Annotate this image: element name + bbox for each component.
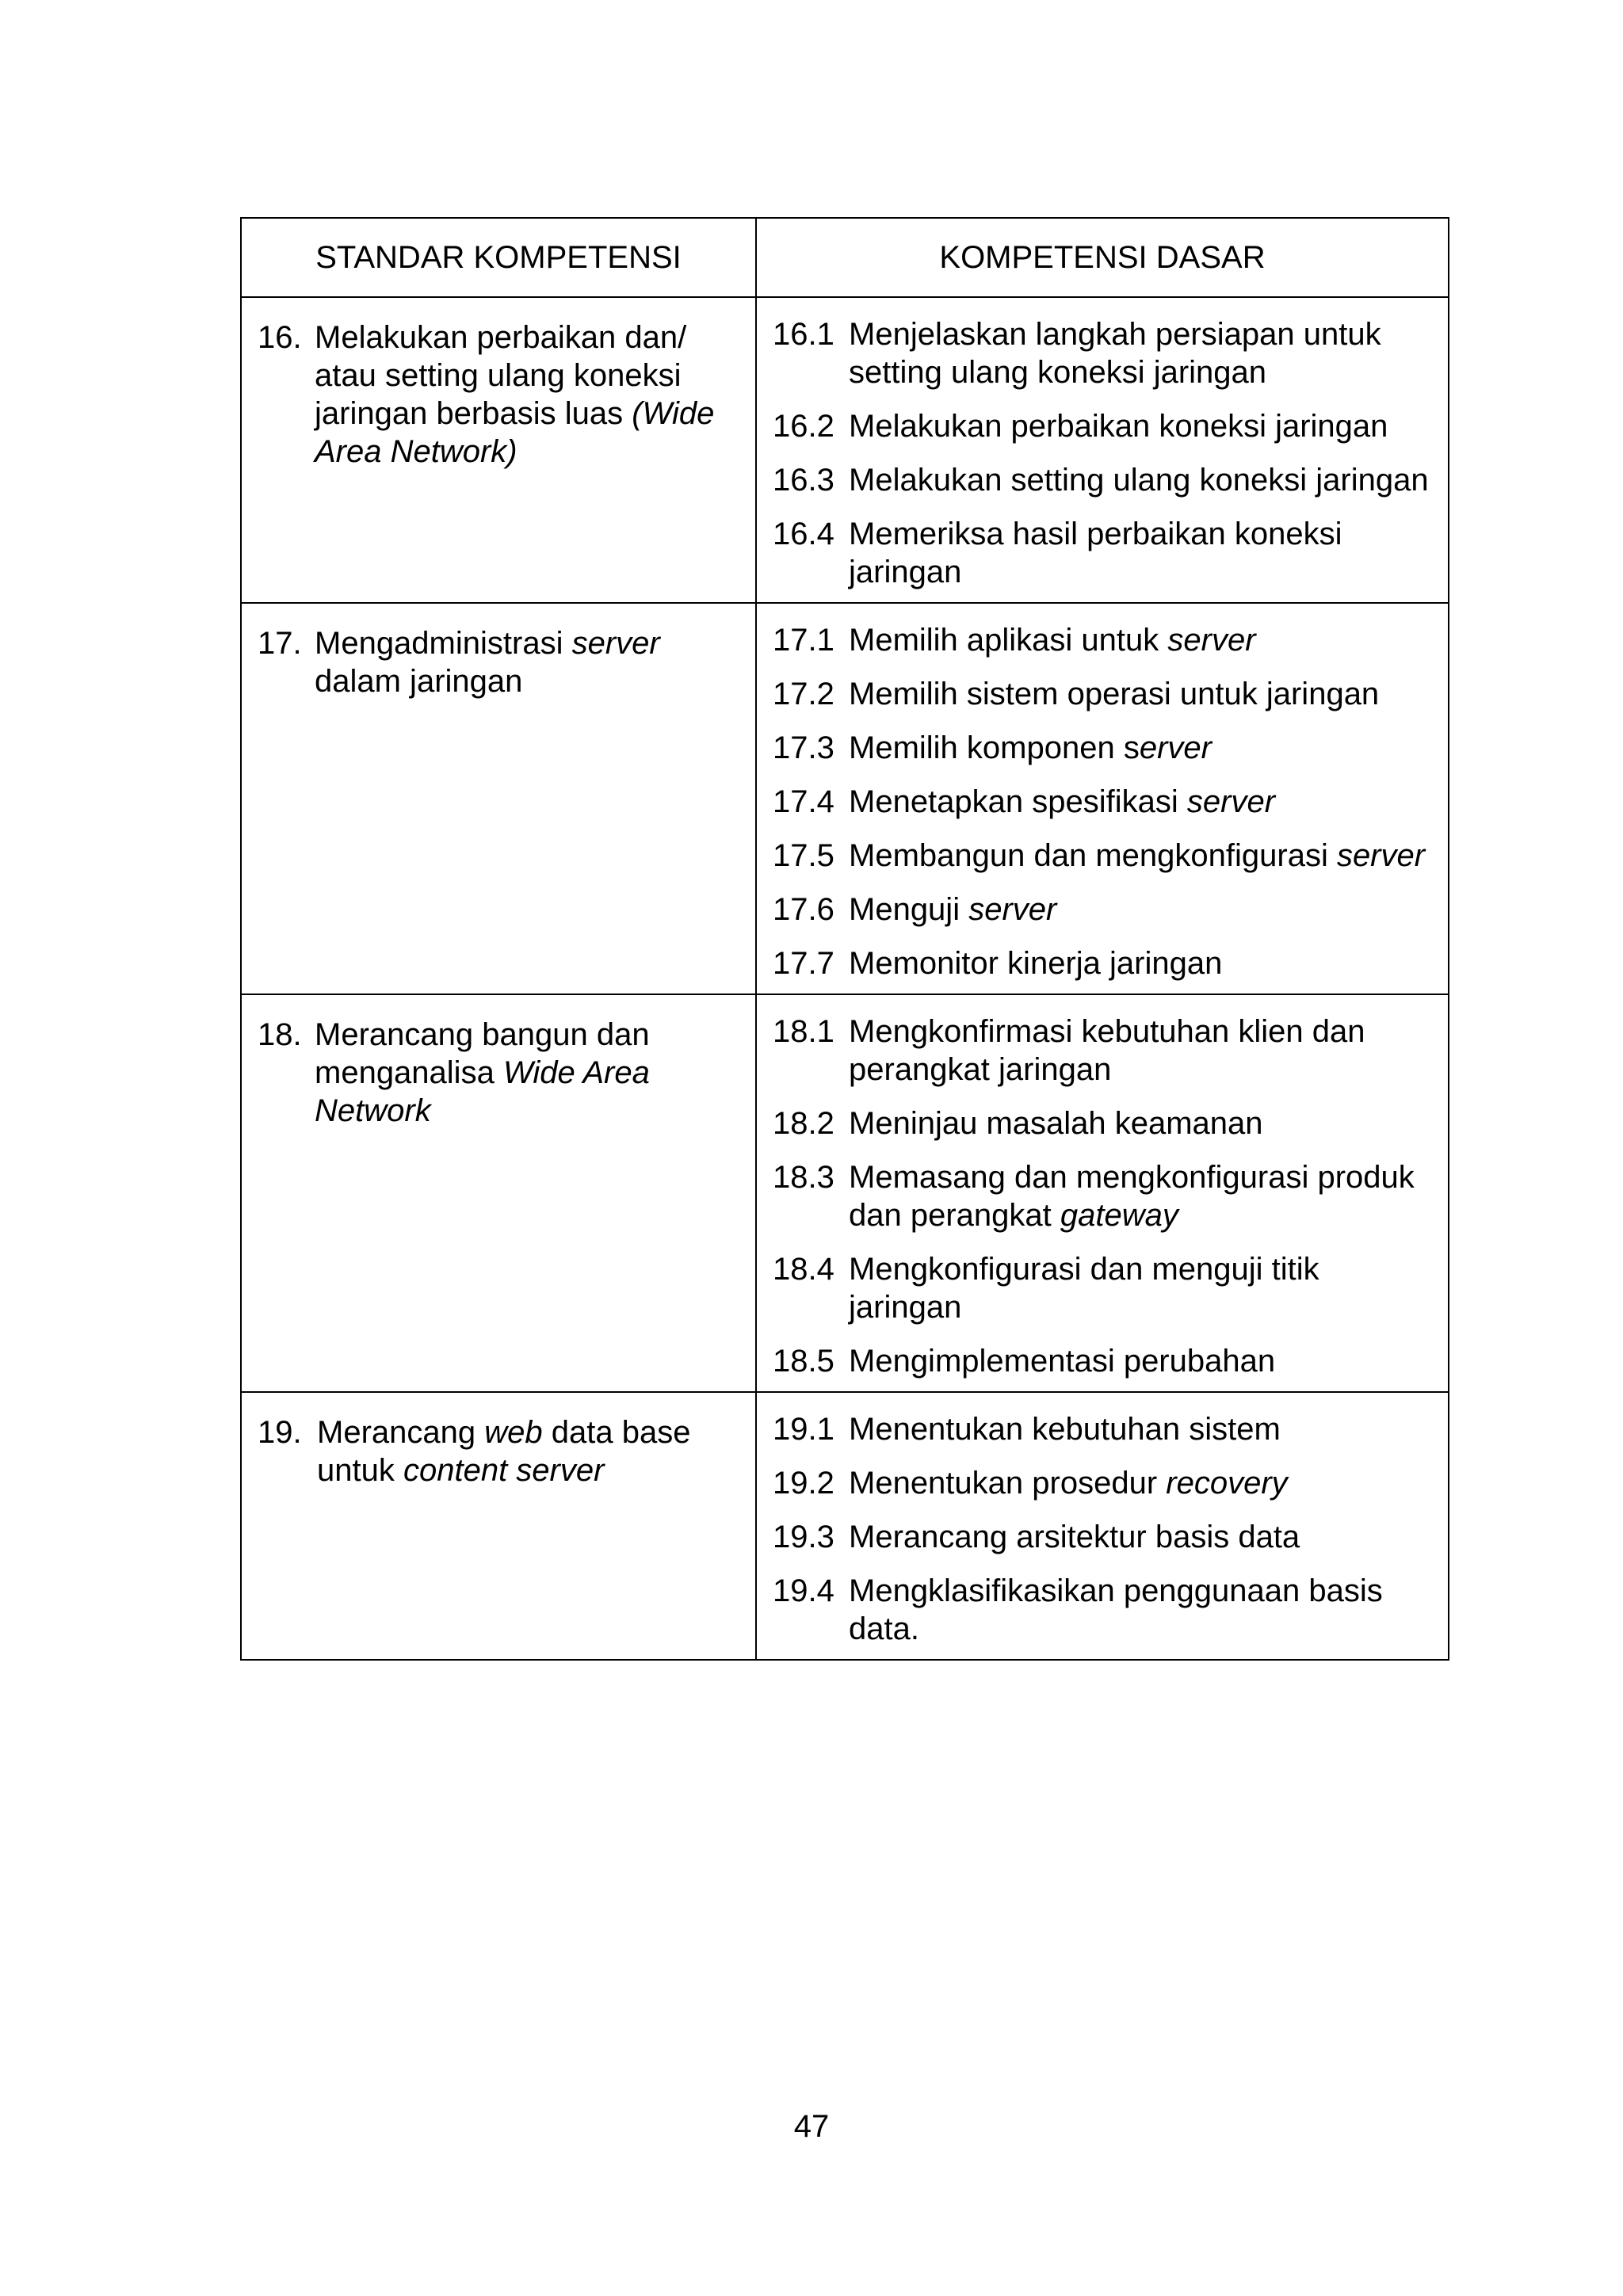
kompetensi-dasar-item — [773, 1464, 1432, 1502]
kompetensi-dasar-text — [849, 1572, 1432, 1648]
kompetensi-dasar-item — [773, 1250, 1432, 1326]
text-segment: Memeriksa hasil perbaikan koneksi jaringan — [849, 517, 1342, 589]
table-body — [241, 297, 1449, 1660]
standar-kompetensi-item — [258, 1413, 739, 1489]
kompetensi-dasar-item — [773, 461, 1432, 499]
text-segment: Menjelaskan langkah persiapan untuk setting ulang koneksi jaringan — [849, 317, 1381, 390]
standar-kompetensi-item — [258, 1016, 739, 1130]
standar-kompetensi-number: 17. — [258, 626, 302, 661]
table-row — [241, 603, 1449, 994]
text-segment: Menetapkan spesifikasi — [849, 784, 1187, 819]
text-segment: dalam jaringan — [315, 664, 523, 699]
kompetensi-dasar-number: 18.4 — [773, 1252, 834, 1287]
kompetensi-dasar-number: 16.4 — [773, 517, 834, 551]
italic-term: server — [968, 892, 1057, 927]
kompetensi-dasar-text — [849, 891, 1432, 929]
italic-term: recovery — [1166, 1466, 1288, 1501]
kompetensi-dasar-item — [773, 621, 1432, 659]
italic-term: Wide Area Network — [315, 1055, 650, 1128]
kompetensi-dasar-number: 18.3 — [773, 1160, 834, 1195]
page-number: 47 — [793, 2109, 830, 2144]
kompetensi-dasar-cell — [756, 297, 1449, 603]
kompetensi-dasar-number: 19.4 — [773, 1573, 834, 1608]
kompetensi-dasar-text — [849, 1464, 1432, 1502]
kompetensi-dasar-text — [849, 837, 1432, 875]
kompetensi-dasar-item — [773, 1518, 1432, 1556]
kompetensi-dasar-item — [773, 783, 1432, 821]
text-segment: Mengimplementasi perubahan — [849, 1344, 1276, 1379]
kompetensi-dasar-number: 18.2 — [773, 1106, 834, 1141]
text-segment: Menentukan prosedur — [849, 1466, 1167, 1501]
italic-term: server — [1186, 784, 1276, 819]
text-segment: Mengadministrasi — [315, 626, 572, 661]
kompetensi-dasar-item — [773, 1572, 1432, 1648]
standar-kompetensi-number: 18. — [258, 1017, 302, 1052]
text-segment: Menentukan kebutuhan sistem — [849, 1412, 1281, 1447]
standar-kompetensi-cell — [241, 1392, 756, 1660]
text-segment: Memonitor kinerja jaringan — [849, 946, 1223, 981]
kompetensi-dasar-number: 19.2 — [773, 1466, 834, 1501]
italic-term: server — [1336, 838, 1426, 873]
italic-term: server — [1167, 623, 1256, 658]
kompetensi-dasar-item — [773, 1158, 1432, 1234]
text-segment: Mengkonfigurasi dan menguji titik jaringan — [849, 1252, 1319, 1325]
standar-kompetensi-cell — [241, 297, 756, 603]
italic-term: erver — [1139, 730, 1212, 765]
standar-kompetensi-text — [317, 1413, 739, 1489]
kompetensi-dasar-item — [773, 729, 1432, 767]
text-segment: data base untuk — [317, 1415, 691, 1488]
kompetensi-dasar-text — [849, 944, 1432, 982]
text-segment: Memilih aplikasi untuk — [849, 623, 1168, 658]
text-segment: Melakukan perbaikan koneksi jaringan — [849, 409, 1388, 444]
kompetensi-dasar-number: 19.1 — [773, 1412, 834, 1447]
kompetensi-dasar-number: 17.7 — [773, 946, 834, 981]
kompetensi-dasar-item — [773, 891, 1432, 929]
table-row — [241, 994, 1449, 1392]
kompetensi-dasar-item — [773, 315, 1432, 391]
kompetensi-dasar-number: 17.5 — [773, 838, 834, 873]
standar-kompetensi-text — [315, 1016, 739, 1130]
kompetensi-dasar-item — [773, 1342, 1432, 1380]
text-segment: Melakukan perbaikan dan/ atau setting ulang koneksi jaringan berbasis luas — [315, 320, 687, 431]
kompetensi-dasar-item — [773, 407, 1432, 445]
kompetensi-dasar-item — [773, 944, 1432, 982]
kompetensi-dasar-cell — [756, 994, 1449, 1392]
standar-kompetensi-item — [258, 318, 739, 471]
italic-term: web — [484, 1415, 543, 1450]
text-segment: Merancang bangun dan menganalisa — [315, 1017, 650, 1090]
text-segment: Membangun dan mengkonfigurasi — [849, 838, 1337, 873]
kompetensi-dasar-text — [849, 315, 1432, 391]
kompetensi-dasar-text — [849, 1342, 1432, 1380]
kompetensi-dasar-item — [773, 675, 1432, 713]
kompetensi-dasar-number: 18.5 — [773, 1344, 834, 1379]
italic-term: (Wide Area Network) — [315, 396, 715, 469]
table-header-row — [241, 218, 1449, 297]
text-segment: Memilih sistem operasi untuk jaringan — [849, 677, 1380, 711]
kompetensi-dasar-text — [849, 675, 1432, 713]
kompetensi-dasar-cell — [756, 603, 1449, 994]
header-standar-kompetensi: STANDAR KOMPETENSI — [241, 218, 756, 297]
kompetensi-dasar-item — [773, 1410, 1432, 1448]
standar-kompetensi-cell — [241, 603, 756, 994]
kompetensi-dasar-item — [773, 1013, 1432, 1089]
text-segment: Merancang — [317, 1415, 485, 1450]
kompetensi-dasar-text — [849, 1013, 1432, 1089]
kompetensi-dasar-number: 17.4 — [773, 784, 834, 819]
kompetensi-dasar-item — [773, 837, 1432, 875]
kompetensi-dasar-number: 17.1 — [773, 623, 834, 658]
header-kompetensi-dasar: KOMPETENSI DASAR — [756, 218, 1449, 297]
text-segment: Menguji — [849, 892, 969, 927]
kompetensi-dasar-number: 18.1 — [773, 1014, 834, 1049]
standar-kompetensi-text — [315, 624, 739, 700]
kompetensi-dasar-number: 17.3 — [773, 730, 834, 765]
kompetensi-dasar-number: 16.2 — [773, 409, 834, 444]
kompetensi-dasar-text — [849, 461, 1432, 499]
kompetensi-dasar-text — [849, 1518, 1432, 1556]
text-segment: Meninjau masalah keamanan — [849, 1106, 1263, 1141]
text-segment: Mengklasifikasikan penggunaan basis data. — [849, 1573, 1383, 1646]
text-segment: Memilih komponen s — [849, 730, 1140, 765]
standar-kompetensi-number: 16. — [258, 320, 302, 355]
kompetensi-dasar-text — [849, 621, 1432, 659]
text-segment: Merancang arsitektur basis data — [849, 1520, 1300, 1554]
kompetensi-dasar-number: 17.6 — [773, 892, 834, 927]
standar-kompetensi-number: 19. — [258, 1415, 302, 1450]
kompetensi-dasar-cell — [756, 1392, 1449, 1660]
text-segment: Melakukan setting ulang koneksi jaringan — [849, 463, 1429, 498]
competency-table — [240, 217, 1449, 1661]
table-row — [241, 297, 1449, 603]
italic-term: server — [571, 626, 660, 661]
italic-term: content server — [403, 1453, 605, 1488]
italic-term: gateway — [1060, 1198, 1178, 1233]
standar-kompetensi-item — [258, 624, 739, 700]
kompetensi-dasar-text — [849, 407, 1432, 445]
text-segment: Memasang dan mengkonfigurasi produk dan perangkat — [849, 1160, 1415, 1233]
kompetensi-dasar-text — [849, 1250, 1432, 1326]
standar-kompetensi-cell — [241, 994, 756, 1392]
table-row — [241, 1392, 1449, 1660]
kompetensi-dasar-item — [773, 1104, 1432, 1142]
kompetensi-dasar-text — [849, 1158, 1432, 1234]
kompetensi-dasar-number: 16.1 — [773, 317, 834, 352]
kompetensi-dasar-text — [849, 729, 1432, 767]
text-segment: Mengkonfirmasi kebutuhan klien dan perangkat jaringan — [849, 1014, 1365, 1087]
kompetensi-dasar-number: 17.2 — [773, 677, 834, 711]
kompetensi-dasar-text — [849, 783, 1432, 821]
kompetensi-dasar-text — [849, 1410, 1432, 1448]
kompetensi-dasar-text — [849, 1104, 1432, 1142]
kompetensi-dasar-number: 19.3 — [773, 1520, 834, 1554]
kompetensi-dasar-number: 16.3 — [773, 463, 834, 498]
kompetensi-dasar-item — [773, 515, 1432, 591]
kompetensi-dasar-text — [849, 515, 1432, 591]
standar-kompetensi-text — [315, 318, 739, 471]
